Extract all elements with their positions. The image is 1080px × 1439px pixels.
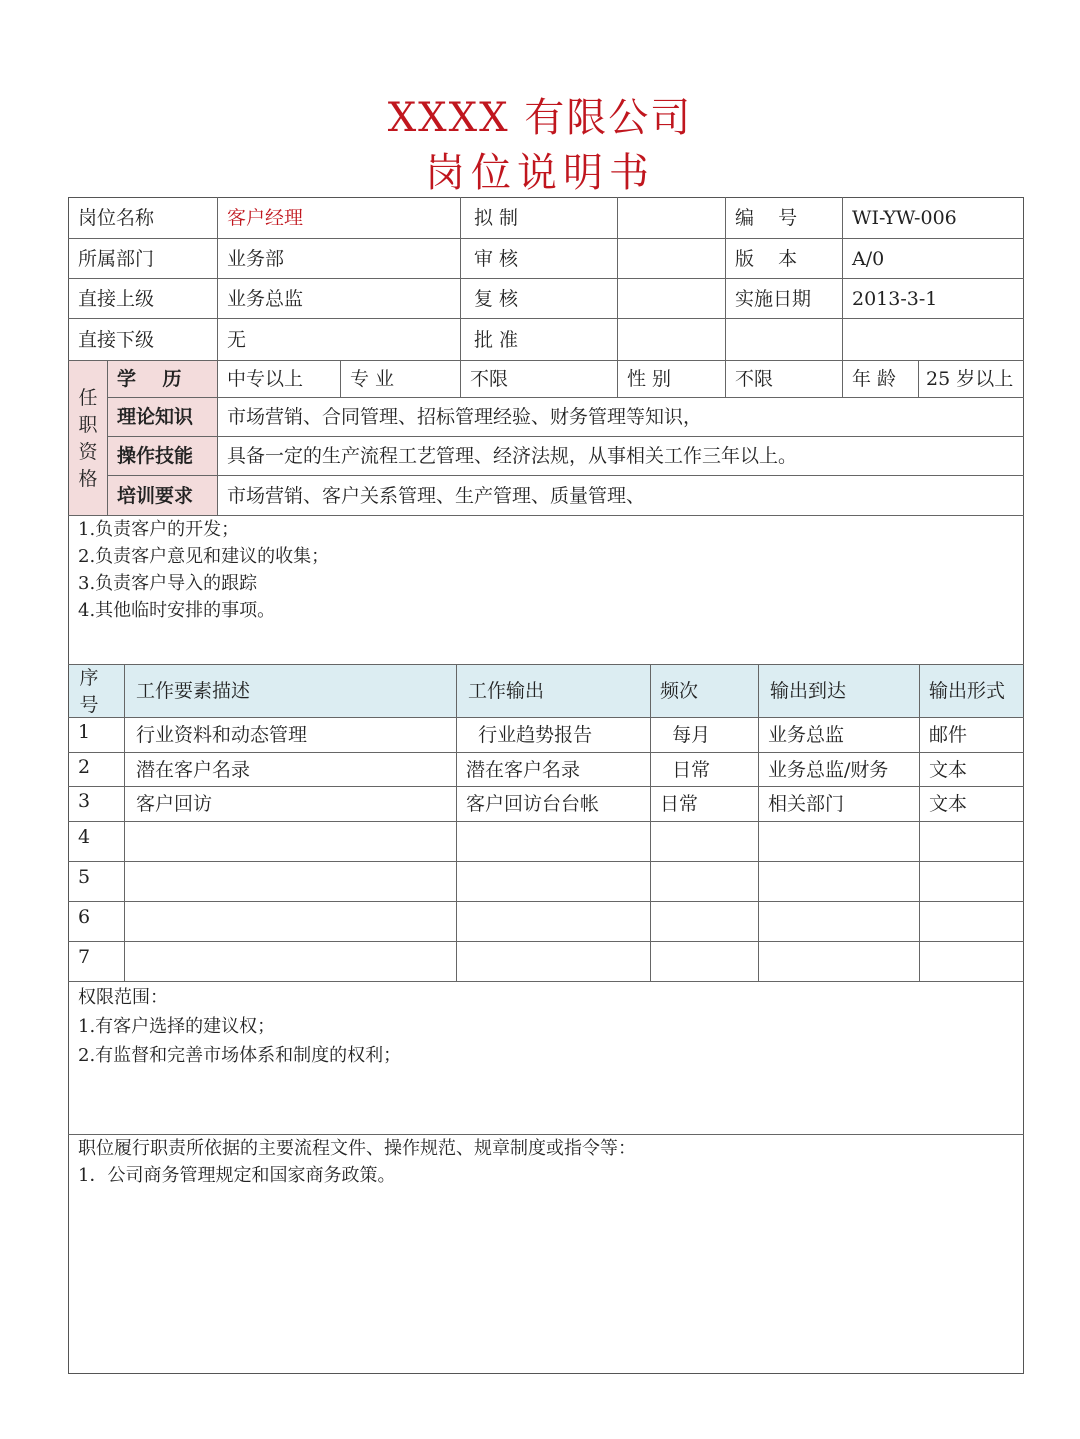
table-row-freq: 日常 — [660, 758, 711, 781]
knowledge-label: 理论知识 — [117, 406, 194, 428]
recheck-label: 复 核 — [474, 287, 519, 310]
version-value: A/0 — [852, 247, 885, 270]
table-row-desc: 行业资料和动态管理 — [136, 724, 308, 746]
major-value: 不限 — [470, 368, 509, 390]
age-label: 年 龄 — [852, 368, 897, 390]
table-row-seq: 3 — [78, 790, 91, 812]
basis-section — [78, 1135, 636, 1189]
table-row-freq: 每月 — [660, 724, 711, 746]
blank-value — [842, 319, 1024, 360]
skill-value: 具备一定的生产流程工艺管理、经济法规，从事相关工作三年以上。 — [227, 445, 798, 467]
subordinate-label: 直接下级 — [78, 328, 155, 351]
version-label: 版 本 — [735, 247, 798, 270]
header-desc: 工作要素描述 — [136, 680, 251, 702]
document-title: 岗位说明书 — [425, 150, 655, 196]
drafter-label: 拟 制 — [474, 207, 519, 229]
table-row-seq: 4 — [78, 826, 91, 848]
basis-heading: 职位履行职责所依据的主要流程文件、操作规范、规章制度或指令等： — [78, 1138, 636, 1159]
training-label: 培训要求 — [117, 484, 194, 507]
approver-label: 批 准 — [474, 328, 519, 351]
table-row-output: 行业趋势报告 — [466, 724, 593, 746]
drafter-value — [617, 198, 725, 238]
header-form: 输出形式 — [929, 680, 1006, 702]
duty-item: 2.负责客户意见和建议的收集； — [78, 546, 330, 567]
gender-value: 不限 — [735, 368, 774, 390]
header-seq: 序 号 — [79, 667, 99, 716]
education-value: 中专以上 — [227, 368, 304, 390]
skill-label: 操作技能 — [117, 445, 194, 467]
superior-label: 直接上级 — [78, 287, 155, 310]
subordinate-value: 无 — [227, 328, 247, 351]
code-value: WI-YW-006 — [852, 207, 957, 229]
table-row-form: 邮件 — [929, 724, 968, 746]
recheck-value — [617, 279, 725, 318]
major-label: 专 业 — [350, 368, 395, 390]
table-row-dest: 业务总监/财务 — [768, 758, 889, 781]
header-freq: 频次 — [660, 680, 699, 702]
training-value: 市场营销、客户关系管理、生产管理、质量管理、 — [227, 484, 646, 507]
gender-label: 性 别 — [627, 368, 672, 390]
superior-value: 业务总监 — [227, 287, 304, 310]
qualification-group-label: 任 职 资 格 — [78, 387, 98, 490]
authority-item: 2.有监督和完善市场体系和制度的权利； — [78, 1045, 402, 1066]
position-name-value: 客户经理 — [227, 207, 304, 229]
knowledge-value: 市场营销、合同管理、招标管理经验、财务管理等知识， — [227, 406, 703, 428]
table-row-seq: 6 — [78, 906, 91, 928]
effective-date-label: 实施日期 — [735, 287, 812, 310]
reviewer-value — [617, 239, 725, 278]
basis-item: 1．公司商务管理规定和国家商务政策。 — [78, 1165, 396, 1186]
table-row-dest: 相关部门 — [768, 793, 845, 815]
table-row-seq: 2 — [78, 756, 91, 778]
header-output: 工作输出 — [468, 680, 545, 702]
table-row-seq: 7 — [78, 946, 91, 968]
education-label: 学 历 — [117, 368, 182, 390]
table-row-form: 文本 — [929, 793, 968, 815]
authority-heading: 权限范围： — [78, 987, 168, 1008]
table-row-output: 潜在客户名录 — [466, 758, 581, 781]
table-row-seq: 1 — [78, 721, 91, 743]
department-label: 所属部门 — [78, 247, 155, 270]
authority-section — [78, 983, 401, 1070]
position-name-label: 岗位名称 — [78, 207, 155, 229]
table-row-output: 客户回访台台帐 — [466, 793, 600, 815]
duty-item: 1.负责客户的开发； — [78, 519, 240, 540]
table-row-desc: 客户回访 — [136, 793, 213, 815]
table-row-dest: 业务总监 — [768, 724, 845, 746]
department-value: 业务部 — [227, 247, 285, 270]
approver-value — [617, 319, 725, 360]
code-label: 编 号 — [735, 207, 798, 229]
table-row-desc: 潜在客户名录 — [136, 758, 251, 781]
blank-label — [725, 319, 842, 360]
effective-date-value: 2013-3-1 — [852, 287, 938, 310]
reviewer-label: 审 核 — [474, 247, 519, 270]
company-title: XXXX 有限公司 — [387, 95, 693, 141]
table-row-freq: 日常 — [660, 793, 699, 815]
duties-list — [78, 516, 329, 624]
age-value: 25 岁以上 — [926, 368, 1014, 390]
table-row-seq: 5 — [78, 866, 91, 888]
duty-item: 3.负责客户导入的跟踪 — [78, 573, 258, 594]
table-row-form: 文本 — [929, 758, 968, 781]
header-dest: 输出到达 — [770, 680, 847, 702]
authority-item: 1.有客户选择的建议权； — [78, 1016, 276, 1037]
duty-item: 4.其他临时安排的事项。 — [78, 600, 276, 621]
